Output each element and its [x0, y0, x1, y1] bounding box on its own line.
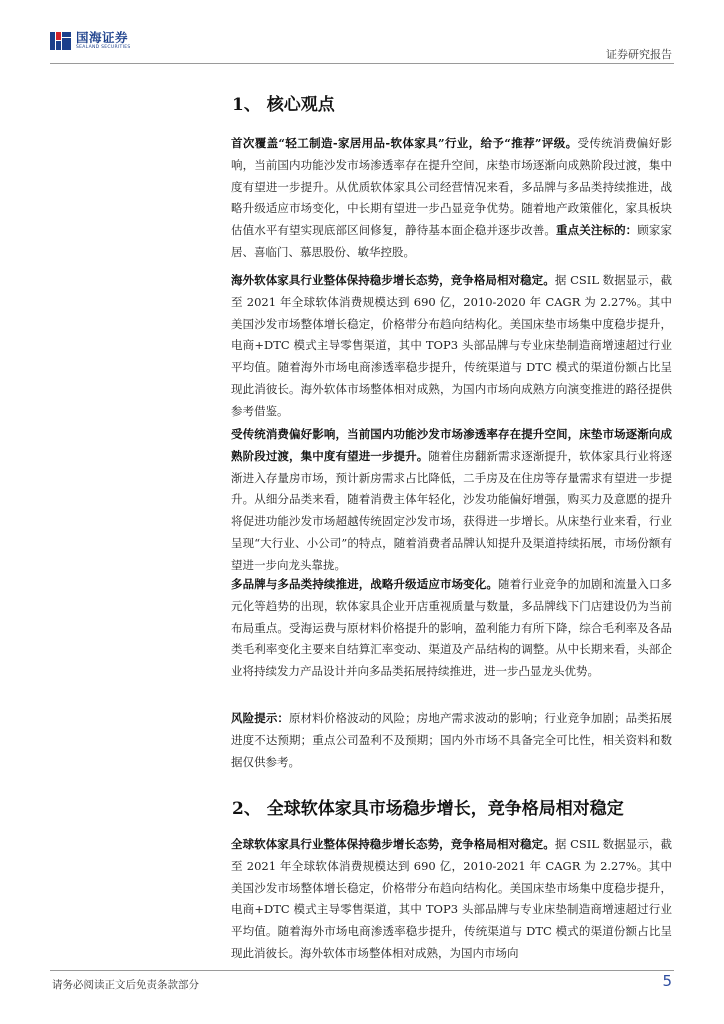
paragraph-body: 据 CSIL 数据显示，截至 2021 年全球软体消费规模达到 690 亿，2010-2021 年 CAGR 为 2.27%。其中美国沙发市场整体增长稳定，价格带分布趋向结构化。美国床垫市场集中度稳步提升，电商+DTC 模式主导零售渠道，其中 TOP3 头部品牌与专业床垫制造商增速超过行业平均值。随着海外市场电商渗透率稳步提升，传统渠道与 DTC 模式的渠道份额占比呈现此消彼长。海外软体市场整体相对成熟，为国内市场向: [231, 837, 672, 960]
logo-english-name: SEALAND SECURITIES: [76, 45, 131, 50]
footer-disclaimer: 请务必阅读正文后免责条款部分: [52, 979, 199, 991]
header-divider: [50, 63, 674, 64]
paragraph-multi-brand: [231, 574, 672, 683]
paragraph-lead: 受传统消费偏好影响，当前国内功能沙发市场渗透率存在提升空间，床垫市场逐渐向成熟阶段过渡，集中度有望进一步提升。: [231, 427, 672, 463]
key-stocks-label: 重点关注标的：: [556, 223, 638, 238]
paragraph-lead: 多品牌与多品类持续推进，战略升级适应市场变化。: [231, 577, 498, 591]
paragraph-lead: 海外软体家具行业整体保持稳步增长态势，竞争格局相对稳定。: [231, 273, 555, 287]
logo-chinese-name: 国海证券: [76, 30, 129, 45]
paragraph-domestic-market: [231, 424, 672, 577]
paragraph-body: 受传统消费偏好影响，当前国内功能沙发市场渗透率存在提升空间，床垫市场逐渐向成熟阶段过渡，集中度有望进一步提升。从优质软体家具公司经营情况来看，多品牌与多品类持续推进，战略升级适应市场变化，中长期有望进一步凸显竞争优势。随着地产政策催化，家具板块估值水平有望实现底部区间修复，静待基本面企稳并逐步改善。: [231, 136, 672, 238]
section-1-heading: 1、 核心观点: [232, 95, 335, 115]
company-logo: [50, 30, 131, 52]
paragraph-global-market: [231, 834, 672, 965]
paragraph-body: 随着行业竞争的加剧和流量入口多元化等趋势的出现，软体家具企业开店重视质量与数量，多品牌线下门店建设仍为当前布局重点。受海运费与原材料价格提升的影响，盈利能力有所下降，综合毛利率及各品类毛利率变化主要来自结算汇率变动、渠道及产品结构的调整。从中长期来看，头部企业将持续发力产品设计并向多品类拓展持续推进，进一步凸显龙头优势。: [231, 577, 672, 679]
report-type-label: 证券研究报告: [606, 48, 672, 61]
paragraph-lead: 首次覆盖“轻工制造-家居用品-软体家具”行业，给予“推荐”评级。: [231, 136, 578, 150]
key-stocks-list: 顾家家居、喜临门、慕思股份、敏华控股。: [231, 223, 673, 259]
paragraph-lead: 风险提示：: [231, 711, 290, 725]
paragraph-core-view: [231, 133, 672, 264]
page-number: 5: [662, 972, 672, 990]
paragraph-risk-warning: [231, 708, 672, 773]
sealand-logo-icon: [50, 30, 72, 52]
footer-divider: [50, 970, 674, 971]
paragraph-body: 随着住房翻新需求逐渐提升，软体家具行业将逐渐进入存量房市场，预计新房需求占比降低，二手房及在住房等存量需求有望进一步提升。从细分品类来看，随着消费主体年轻化，沙发功能偏好增强，购买力及意愿的提升将促进功能沙发市场超越传统固定沙发市场，获得进一步增长。从床垫行业来看，行业呈现“大行业、小公司”的特点，随着消费者品牌认知提升及渠道持续拓展，市场份额有望进一步向龙头靠拢。: [231, 448, 673, 572]
section-2-heading: 2、 全球软体家具市场稳步增长，竞争格局相对稳定: [232, 799, 624, 819]
paragraph-overseas-market: [231, 270, 672, 423]
paragraph-lead: 全球软体家具行业整体保持稳步增长态势，竞争格局相对稳定。: [231, 837, 555, 851]
paragraph-body: 据 CSIL 数据显示，截至 2021 年全球软体消费规模达到 690 亿，2010-2020 年 CAGR 为 2.27%。其中美国沙发市场整体增长稳定，价格带分布趋向结构化。美国床垫市场集中度稳步提升，电商+DTC 模式主导零售渠道，其中 TOP3 头部品牌与专业床垫制造商增速超过行业平均值。随着海外市场电商渗透率稳步提升，传统渠道与 DTC 模式的渠道份额占比呈现此消彼长。海外软体市场整体相对成熟，为国内市场向成熟方向演变推进的路径提供参考借鉴。: [231, 273, 672, 418]
paragraph-body: 原材料价格波动的风险；房地产需求波动的影响；行业竞争加剧；品类拓展进度不达预期；重点公司盈利不及预期；国内外市场不具备完全可比性，相关资料和数据仅供参考。: [231, 711, 673, 769]
